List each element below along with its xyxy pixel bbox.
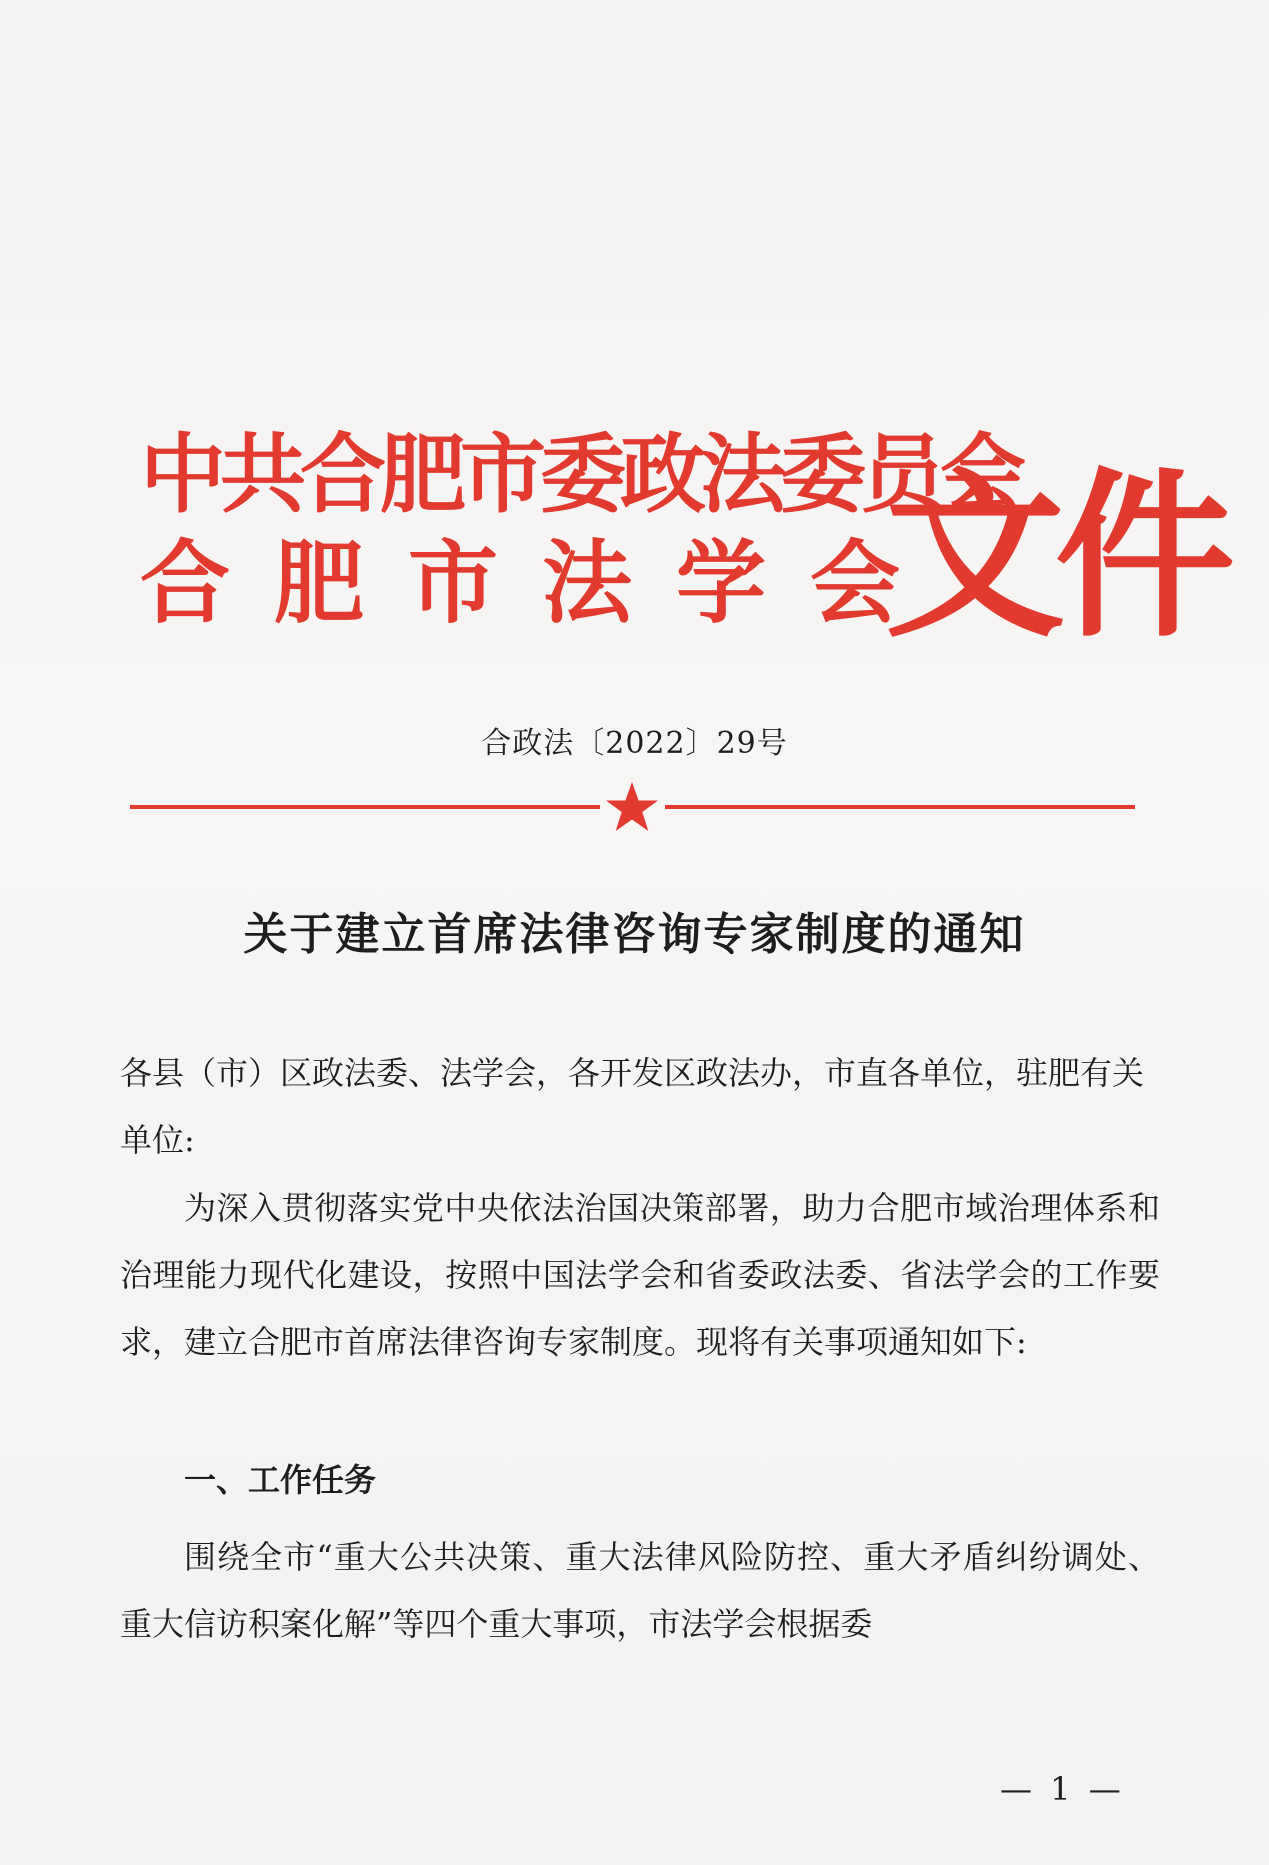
red-rule-left <box>130 805 600 809</box>
red-star-icon <box>604 782 660 832</box>
red-rule-right <box>665 805 1135 809</box>
document-number: 合政法〔2022〕29号 <box>481 726 788 761</box>
section-heading-1: 一、工作任务 <box>184 1461 377 1499</box>
body-paragraph-2: 围绕全市“重大公共决策、重大法律风险防控、重大矛盾纠纷调处、重大信访积案化解”等四个重大事项，市法学会根据委 <box>120 1538 1160 1643</box>
page-number: — 1 — <box>1000 1770 1125 1808</box>
masthead-org-line-2: 合肥市法学会 <box>140 531 944 636</box>
masthead-org-line-1: 中共合肥市委政法委员会 <box>140 425 1020 525</box>
notice-title: 关于建立首席法律咨询专家制度的通知 <box>243 909 1026 960</box>
masthead-document-label: 文件 <box>885 453 1226 662</box>
masthead <box>140 395 1226 662</box>
body-paragraph-1: 为深入贯彻落实党中央依法治国决策部署，助力合肥市域治理体系和治理能力现代化建设，按照中国法学会和省委政法委、省法学会的工作要求，建立合肥市首席法律咨询专家制度。现将有关事项通知如下: <box>120 1189 1160 1361</box>
recipients: 各县（市）区政法委、法学会，各开发区政法办，市直各单位，驻肥有关单位: <box>120 1054 1145 1159</box>
